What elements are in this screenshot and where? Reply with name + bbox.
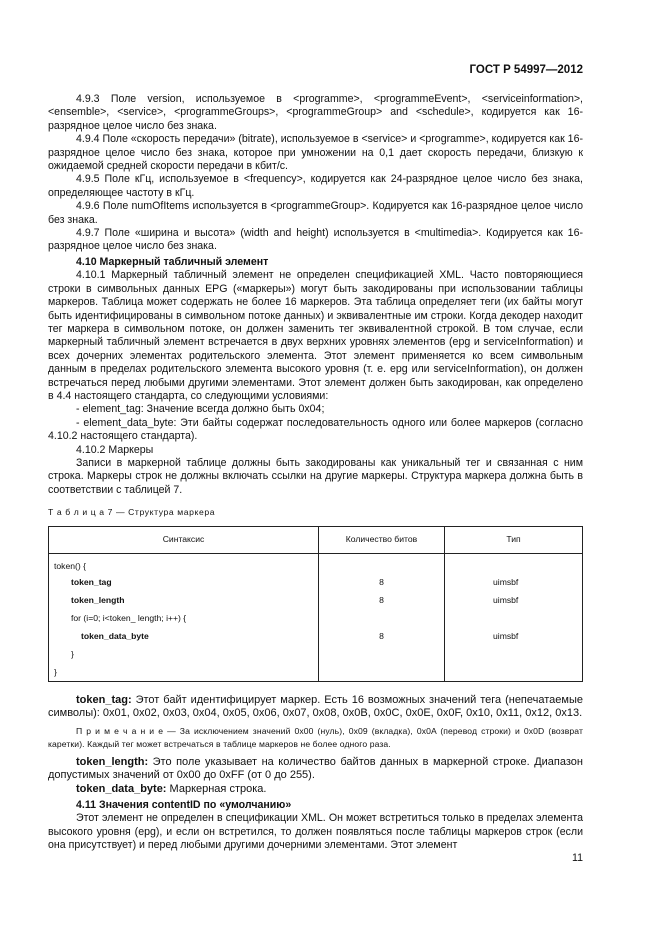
syntax-cell: token() {: [54, 560, 87, 571]
token-structure-table: [48, 526, 583, 682]
table-row: [49, 553, 583, 573]
header-syntax: Синтаксис: [49, 526, 319, 553]
table-caption-word: Т а б л и ц а: [48, 507, 105, 518]
page-number: 11: [572, 852, 583, 864]
note-word: П р и м е ч а н и е: [76, 726, 164, 737]
paragraph-4-10-1: 4.10.1 Маркерный табличный элемент не определен спецификацией XML. Часто повторяющиеся строки в символьных данных EPG («маркеры») могут быть закодированы при использовании таблицы маркеров. Таблица может содержать не более 16 маркеров. Эта таблица определяет теги (их байты могут быть идентифицированы в символьном потоке данных) и эквивалентные им строки. Когда декодер находит тег маркера в символьном потоке, он должен заменить тег эквивалентной строкой. В том случае, если маркерный табличный элемент встречается в двух верхних уровнях элементов (epg и serviceInformation) и всех дочерних элементах родительского элемента. Этот элемент применяется ко всем символьным данным в пределах родительского элемента высокого уровня (т. е. epg или serviceInformation), он должен встречаться перед любыми другими элементами. Этот элемент должен быть закодирован, как определено в 4.4 настоящего стандарта, со следующими условиями:: [48, 269, 583, 402]
document-header: ГОСТ Р 54997—2012: [469, 64, 583, 76]
syntax-cell: token_data_byte: [81, 631, 149, 641]
bits-cell: [319, 645, 444, 648]
table-row: [49, 627, 583, 645]
syntax-cell: }: [54, 667, 57, 677]
table-row: [49, 609, 583, 627]
note-text: — За исключением значений 0x00 (нуль), 0x09 (вкладка), 0x0A (перевод строки) и 0x0D (возврат каретки). Каждый тег может встречаться в таблице маркеров не более одного раза.: [48, 726, 583, 749]
token-length-text: Это поле указывает на количество байтов данных в маркерной строке. Диапазон допустимых значений от 0x00 до 0xFF (от 0 до 255).: [48, 755, 583, 782]
type-cell: uimsbf: [493, 595, 519, 605]
token-length-description: [48, 756, 583, 783]
table-caption-title: 7 — Структура маркера: [104, 507, 216, 518]
paragraph-4-9-7: 4.9.7 Поле «ширина и высота» (width and height) используется в <multimedia>. Кодируется как 16-разрядное целое число без знака.: [48, 227, 583, 253]
type-cell: [493, 645, 582, 648]
type-cell: [493, 554, 582, 557]
type-cell: uimsbf: [493, 631, 519, 641]
token-length-term: token_length:: [76, 755, 149, 768]
paragraph-4-10-2: Записи в маркерной таблице должны быть закодированы как уникальный тег и связанная с ним строка. Маркеры строк не должны включать ссылки на другие маркеры. Структура маркера должна быть в соответствии с таблицей 7.: [48, 456, 583, 496]
page-content: [48, 93, 583, 853]
note: [48, 725, 583, 749]
paragraph-4-9-4: 4.9.4 Поле «скорость передачи» (bitrate), используемое в <service> и <programme>, кодируется как 16-разрядное целое число без знака, которое при умножении на 0,1 дает скорость передачи, близкую к ожидаемой средней скорости передачи в кбит/с.: [48, 133, 583, 173]
syntax-cell: for (i=0; i<token_ length; i++) {: [71, 613, 187, 623]
token-tag-description: [48, 694, 583, 721]
condition-element-tag: - element_tag: Значение всегда должно быть 0x04;: [76, 403, 325, 416]
table-row: [49, 573, 583, 591]
bits-cell: 8: [379, 577, 384, 587]
token-tag-term: token_tag:: [76, 693, 132, 706]
type-cell: [493, 663, 582, 666]
bits-cell: [319, 554, 444, 557]
paragraph-4-11: Этот элемент не определен в спецификации XML. Он может встретиться только в пределах элемента высокого уровня (epg), и если он встретился, то должен появляться после таблицы маркеров строк (если она присутствует) и перед любыми другими дочерними элементами. Этот элемент: [48, 812, 583, 852]
bits-cell: [319, 663, 444, 666]
token-tag-text: Этот байт идентифицирует маркер. Есть 16 возможных значений тега (непечатаемые символы): 0x01, 0x02, 0x03, 0x04, 0x05, 0x06, 0x07, 0x08, 0x0B, 0x0C, 0x0E, 0x0F, 0x10, 0x11, 0x12, 0x13.: [48, 693, 583, 719]
table-header-row: [49, 526, 583, 553]
type-cell: uimsbf: [493, 577, 519, 587]
syntax-cell: }: [71, 649, 74, 659]
header-bits: Количество битов: [319, 526, 445, 553]
header-type: Тип: [445, 526, 583, 553]
token-data-byte-term: token_data_byte:: [76, 782, 167, 795]
paragraph-4-9-6: 4.9.6 Поле numOfItems используется в <programmeGroup>. Кодируется как 16-разрядное целое число без знака.: [48, 200, 583, 226]
token-data-byte-description: [48, 783, 583, 796]
table-row: [49, 645, 583, 663]
table-caption: [48, 506, 583, 519]
paragraph-4-9-3: 4.9.3 Поле version, используемое в <programme>, <programmeEvent>, <serviceinformation>, <ensemble>, <service>, <programmeGroups>, <programmeGroup> and <schedule>, кодируется как 16-разрядное целое число без знака.: [48, 93, 583, 132]
token-data-byte-text: Маркерная строка.: [166, 782, 267, 795]
bits-cell: 8: [379, 595, 384, 605]
section-4-11-heading: 4.11 Значения contentID по «умолчанию»: [76, 798, 292, 811]
type-cell: [493, 609, 582, 612]
table-row: [49, 591, 583, 609]
section-4-10-heading: 4.10 Маркерный табличный элемент: [76, 255, 269, 268]
paragraph-4-10-2-title: 4.10.2 Маркеры: [76, 443, 154, 456]
paragraph-4-9-5: 4.9.5 Поле кГц, используемое в <frequency>, кодируется как 24-разрядное целое число без знака, определяющее частоту в кГц.: [48, 173, 583, 199]
table-row: [49, 663, 583, 681]
bits-cell: [319, 609, 444, 612]
syntax-cell: token_length: [71, 595, 125, 605]
syntax-cell: token_tag: [71, 577, 112, 587]
condition-element-data-byte: - element_data_byte: Эти байты содержат последовательность одного или более маркеров (согласно 4.10.2 настоящего стандарта).: [48, 416, 583, 443]
bits-cell: 8: [379, 631, 384, 641]
